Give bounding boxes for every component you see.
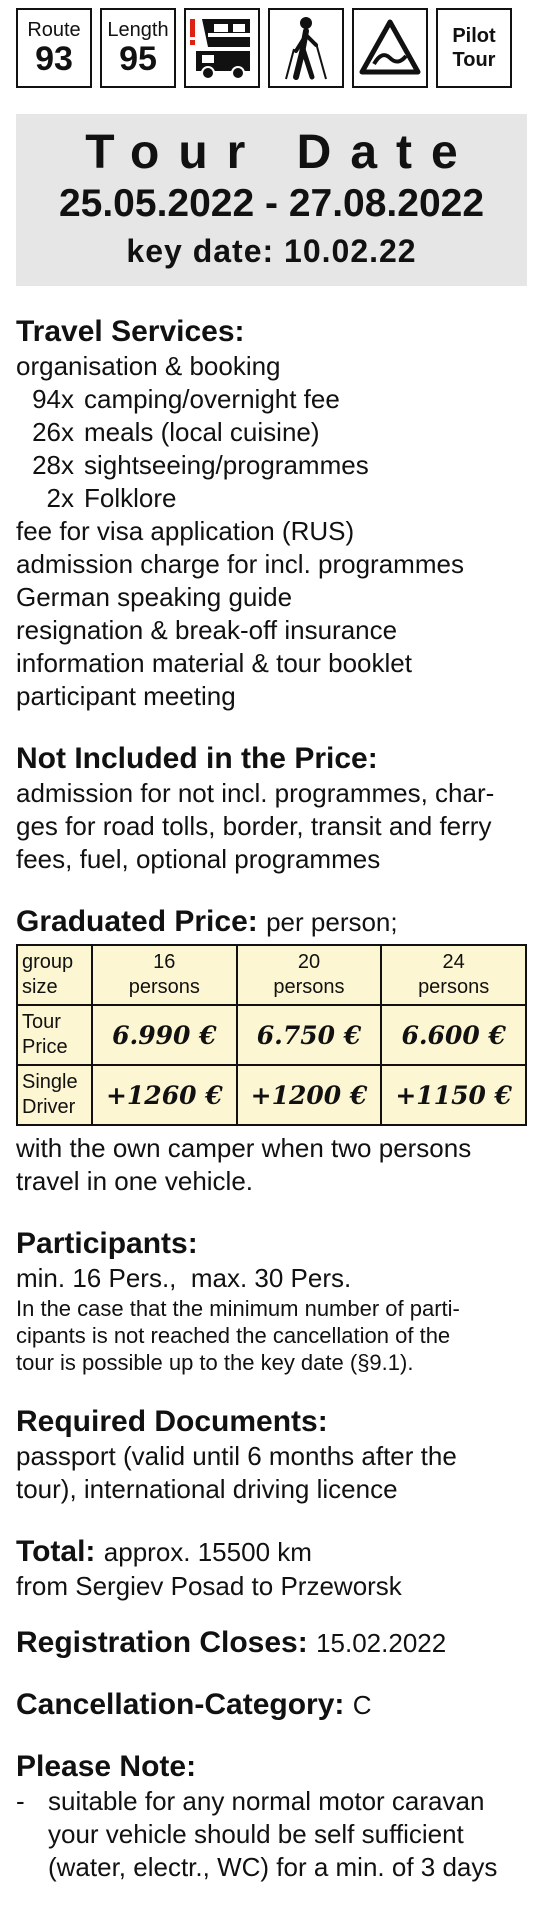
row-label: Tour Price bbox=[17, 1005, 92, 1065]
price-cell: 6.600 € bbox=[381, 1005, 526, 1065]
tour-label: Tour bbox=[452, 49, 496, 71]
note-item: - suitable for any normal motor caravan your vehicle should be self sufficient (water, electr., WC) for a min. of 3 days bbox=[16, 1786, 498, 1882]
graduated-price bbox=[16, 904, 527, 1198]
please-note bbox=[16, 1749, 527, 1884]
service-line: resignation & break-off insurance bbox=[16, 615, 398, 645]
tour-date-title: Tour Date bbox=[85, 126, 477, 179]
price-heading: Graduated Price: per person; bbox=[16, 905, 398, 938]
total-heading: Total: approx. 15500 km bbox=[16, 1535, 312, 1568]
service-item: 94x camping/overnight fee bbox=[32, 384, 340, 414]
please-note-heading: Please Note: bbox=[16, 1750, 197, 1783]
service-line: German speaking guide bbox=[16, 582, 293, 612]
participants bbox=[16, 1226, 527, 1376]
participants-heading: Participants: bbox=[16, 1227, 198, 1260]
service-line: fee for visa application (RUS) bbox=[16, 516, 355, 546]
not-included-line: admission for not incl. programmes, char- bbox=[16, 778, 495, 808]
rough-road-icon bbox=[352, 8, 428, 88]
price-cell: +1200 € bbox=[237, 1065, 382, 1125]
table-row bbox=[17, 1005, 526, 1065]
required-documents bbox=[16, 1404, 527, 1506]
total-route: from Sergiev Posad to Przeworsk bbox=[16, 1571, 402, 1601]
price-cell: 6.750 € bbox=[237, 1005, 382, 1065]
price-cell: +1150 € bbox=[381, 1065, 526, 1125]
service-item: 28x sightseeing/programmes bbox=[32, 450, 369, 480]
participants-note: cipants is not reached the cancellation of the bbox=[16, 1323, 451, 1348]
pilot-label: Pilot bbox=[452, 25, 496, 47]
price-cell: 6.990 € bbox=[92, 1005, 237, 1065]
header-cell: 20 persons bbox=[237, 945, 382, 1005]
length-badge bbox=[100, 8, 176, 88]
registration bbox=[16, 1625, 527, 1661]
cancellation-heading: Cancellation-Category: C bbox=[16, 1688, 372, 1721]
table-row bbox=[17, 945, 526, 1005]
header-cell: 24 persons bbox=[381, 945, 526, 1005]
tour-date-range: 25.05.2022 - 27.08.2022 bbox=[58, 182, 485, 225]
service-line: participant meeting bbox=[16, 681, 236, 711]
service-line: information material & tour booklet bbox=[16, 648, 412, 678]
participants-count: min. 16 Pers., max. 30 Pers. bbox=[16, 1263, 352, 1293]
not-included-line: ges for road tolls, border, transit and ferry bbox=[16, 811, 492, 841]
header-cell: 16 persons bbox=[92, 945, 237, 1005]
price-note: travel in one vehicle. bbox=[16, 1166, 254, 1196]
tour-date-box bbox=[16, 114, 527, 286]
badge-row bbox=[16, 8, 527, 88]
not-included bbox=[16, 741, 527, 876]
service-line: organisation & booking bbox=[16, 351, 281, 381]
travel-services-heading: Travel Services: bbox=[16, 315, 245, 348]
route-badge bbox=[16, 8, 92, 88]
documents-line: passport (valid until 6 months after the bbox=[16, 1441, 457, 1471]
pilot-tour-badge bbox=[436, 8, 512, 88]
total bbox=[16, 1534, 527, 1603]
not-included-line: fees, fuel, optional programmes bbox=[16, 844, 381, 874]
service-line: admission charge for incl. programmes bbox=[16, 549, 464, 579]
key-date: key date: 10.02.22 bbox=[126, 233, 417, 269]
price-cell: +1260 € bbox=[92, 1065, 237, 1125]
price-table bbox=[16, 944, 527, 1126]
participants-note: In the case that the minimum number of parti- bbox=[16, 1296, 460, 1321]
documents-heading: Required Documents: bbox=[16, 1405, 328, 1438]
registration-heading: Registration Closes: 15.02.2022 bbox=[16, 1626, 447, 1659]
not-included-heading: Not Included in the Price: bbox=[16, 742, 378, 775]
route-label: Route bbox=[27, 19, 81, 41]
documents-line: tour), international driving licence bbox=[16, 1474, 398, 1504]
row-label: Single Driver bbox=[17, 1065, 92, 1125]
service-item: 26x meals (local cuisine) bbox=[32, 417, 320, 447]
table-row bbox=[17, 1065, 526, 1125]
length-label: Length bbox=[107, 19, 169, 41]
route-number: 93 bbox=[35, 40, 73, 78]
hiker-icon bbox=[268, 8, 344, 88]
service-item: 2x Folklore bbox=[46, 483, 177, 513]
participants-note: tour is possible up to the key date (§9.1). bbox=[16, 1350, 414, 1375]
cancellation bbox=[16, 1687, 527, 1723]
travel-services bbox=[16, 314, 527, 713]
length-number: 95 bbox=[119, 40, 157, 78]
header-cell: group size bbox=[17, 945, 92, 1005]
price-note: with the own camper when two persons bbox=[16, 1133, 472, 1163]
camper-warning-icon bbox=[184, 8, 260, 88]
